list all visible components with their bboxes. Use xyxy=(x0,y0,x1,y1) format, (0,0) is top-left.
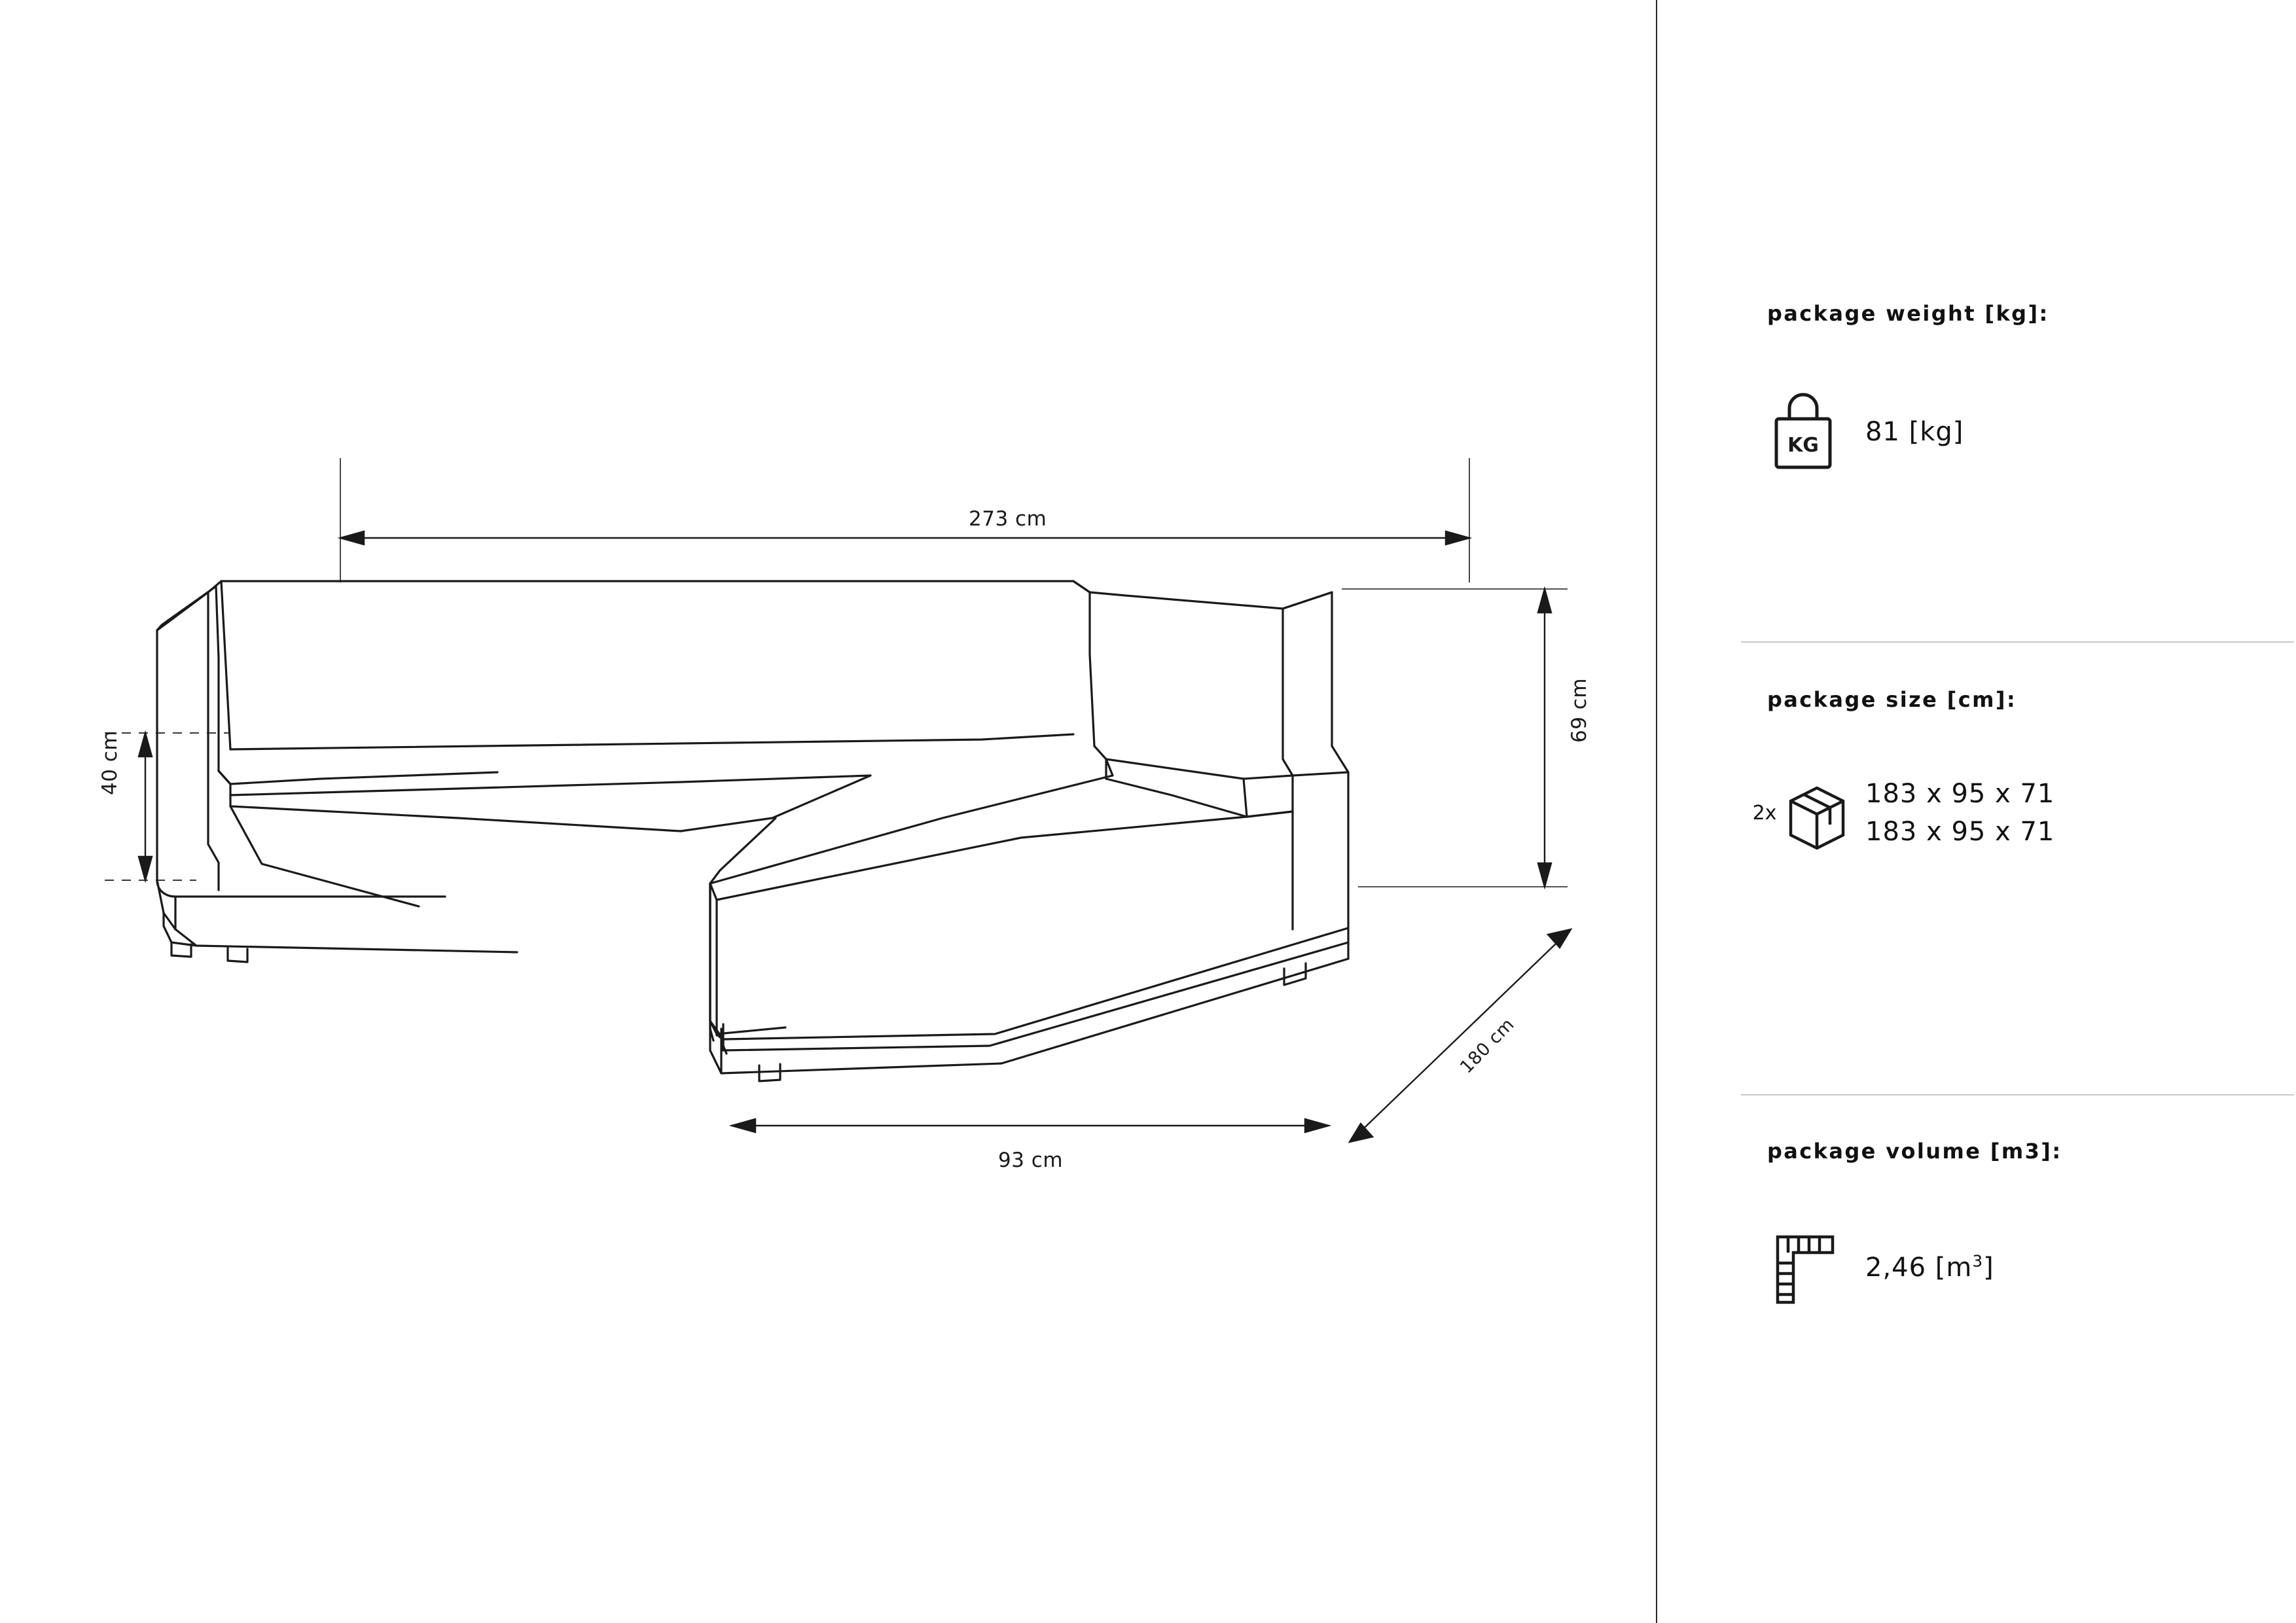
dimension-width-label: 273 cm xyxy=(969,507,1047,531)
specification-panel xyxy=(1656,0,2296,1623)
spec-weight-heading: package weight [kg]: xyxy=(1767,301,2049,326)
spec-weight-value: 81 [kg] xyxy=(1865,417,1964,447)
spec-volume-heading: package volume [m3]: xyxy=(1767,1139,2062,1164)
spec-size-values xyxy=(1865,775,2054,851)
dimension-seat-height-label: 40 cm xyxy=(98,730,122,795)
svg-text:KG: KG xyxy=(1787,434,1819,457)
spec-volume-exponent: 3 xyxy=(1972,1251,1984,1271)
package-count-label: 2x xyxy=(1752,801,1777,825)
spec-volume-tail: ] xyxy=(1983,1253,1994,1283)
box-icon xyxy=(1780,775,1854,851)
spec-size-value-1: 183 x 95 x 71 xyxy=(1865,779,2055,809)
spec-divider-1 xyxy=(1741,641,2294,643)
dimension-total-height-label: 69 cm xyxy=(1568,677,1591,743)
dimension-chaise-depth-label: 93 cm xyxy=(998,1149,1064,1172)
spec-volume-value xyxy=(1865,1249,1994,1287)
kg-bag-icon xyxy=(1741,389,1865,475)
spec-divider-2 xyxy=(1741,1094,2294,1096)
ruler-icon xyxy=(1741,1226,1865,1309)
spec-size-value-2: 183 x 95 x 71 xyxy=(1865,817,2055,847)
spec-package-size xyxy=(1741,687,2291,851)
spec-volume-number: 2,46 [m xyxy=(1865,1253,1973,1283)
spec-package-volume xyxy=(1741,1139,2291,1309)
spec-size-heading: package size [cm]: xyxy=(1767,687,2017,712)
dimension-depth-label: 180 cm xyxy=(1456,1014,1518,1078)
spec-package-weight xyxy=(1741,301,2291,475)
box-icon-group xyxy=(1741,775,1865,851)
